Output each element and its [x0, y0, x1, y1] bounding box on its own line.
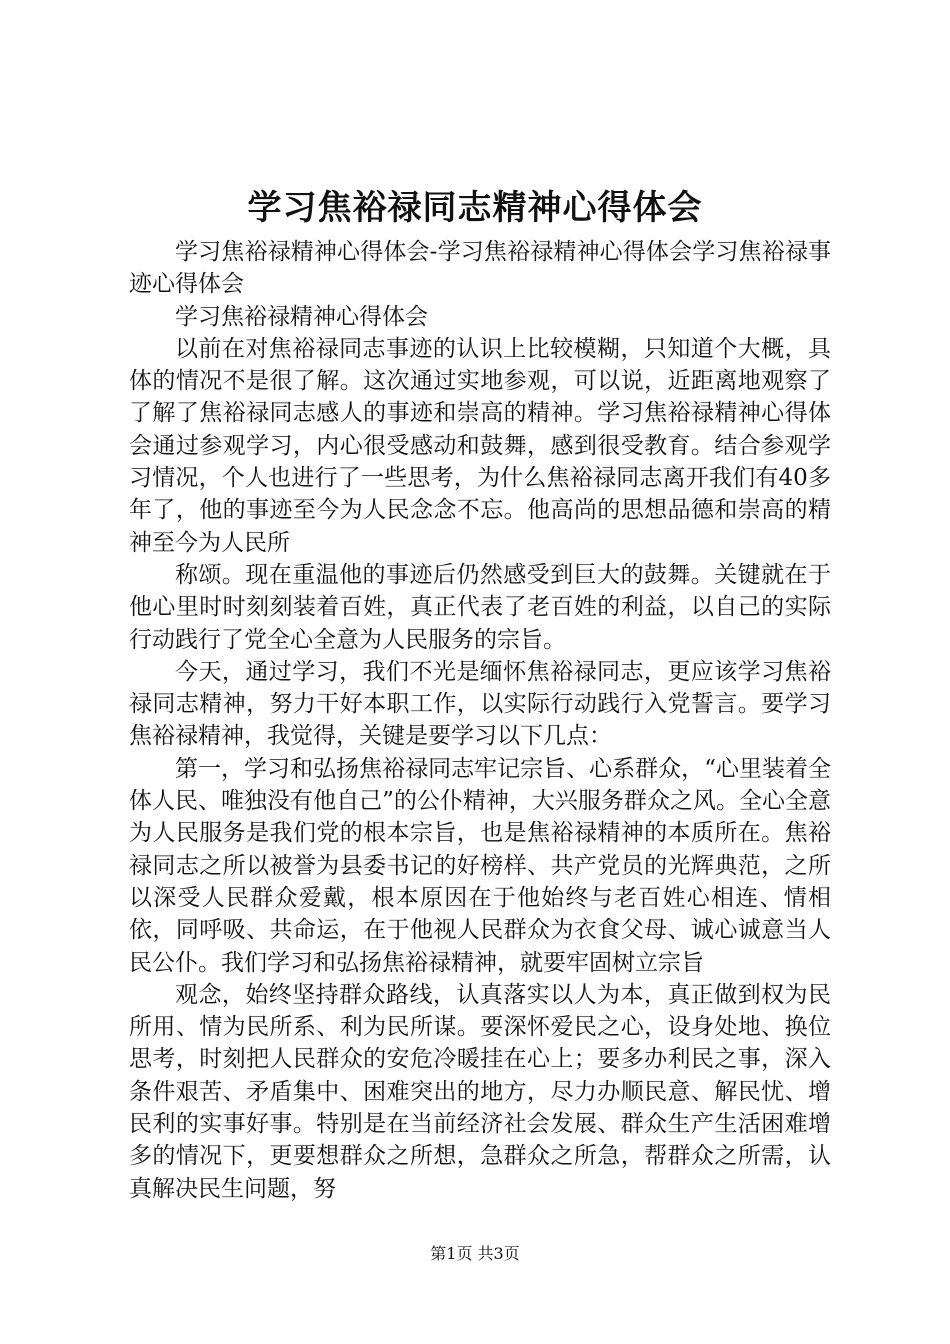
document-body [129, 236, 831, 1205]
paragraph: 今天，通过学习，我们不光是缅怀焦裕禄同志，更应该学习焦裕禄同志精神，努力干好本职工作，以实际行动践行入党誓言。要学习焦裕禄精神，我觉得，关键是要学习以下几点： [129, 658, 831, 750]
page-number-footer: 第1页 共3页 [430, 1244, 520, 1263]
paragraph: 观念，始终坚持群众路线，认真落实以人为本，真正做到权为民所用、情为民所系、利为民所谋。要深怀爱民之心，设身处地、换位思考，时刻把人民群众的安危冷暖挂在心上；要多办利民之事，深入条件艰苦、矛盾集中、困难突出的地方，尽力办顺民意、解民忧、增民利的实事好事。特别是在当前经济社会发展、群众生产生活困难增多的情况下，更要想群众之所想，急群众之所急，帮群众之所需，认真解决民生问题，努 [129, 981, 831, 1202]
paragraph: 学习焦裕禄精神心得体会-学习焦裕禄精神心得体会学习焦裕禄事迹心得体会 [129, 239, 831, 298]
paragraph: 以前在对焦裕禄同志事迹的认识上比较模糊，只知道个大概，具体的情况不是很了解。这次通过实地参观，可以说，近距离地观察了了解了焦裕禄同志感人的事迹和崇高的精神。学习焦裕禄精神心得体会通过参观学习，内心很受感动和鼓舞，感到很受教育。结合参观学习情况，个人也进行了一些思考，为什么焦裕禄同志离开我们有40多年了，他的事迹至今为人民念念不忘。他高尚的思想品德和崇高的精神至今为人民所 [129, 335, 831, 556]
paragraph: 学习焦裕禄精神心得体会 [175, 303, 428, 330]
paragraph: 称颂。现在重温他的事迹后仍然感受到巨大的鼓舞。关键就在于他心里时时刻刻装着百姓，真正代表了老百姓的利益，以自己的实际行动践行了党全心全意为人民服务的宗旨。 [129, 561, 831, 653]
document-title: 学习焦裕禄同志精神心得体会 [247, 188, 703, 228]
paragraph: 第一，学习和弘扬焦裕禄同志牢记宗旨、心系群众，“心里装着全体人民、唯独没有他自己”的公仆精神，大兴服务群众之风。全心全意为人民服务是我们党的根本宗旨，也是焦裕禄精神的本质所在。焦裕禄同志之所以被誉为县委书记的好榜样、共产党员的光辉典范，之所以深受人民群众爱戴，根本原因在于他始终与老百姓心相连、情相依，同呼吸、共命运，在于他视人民群众为衣食父母、诚心诚意当人民公仆。我们学习和弘扬焦裕禄精神，就要牢固树立宗旨 [129, 755, 831, 976]
